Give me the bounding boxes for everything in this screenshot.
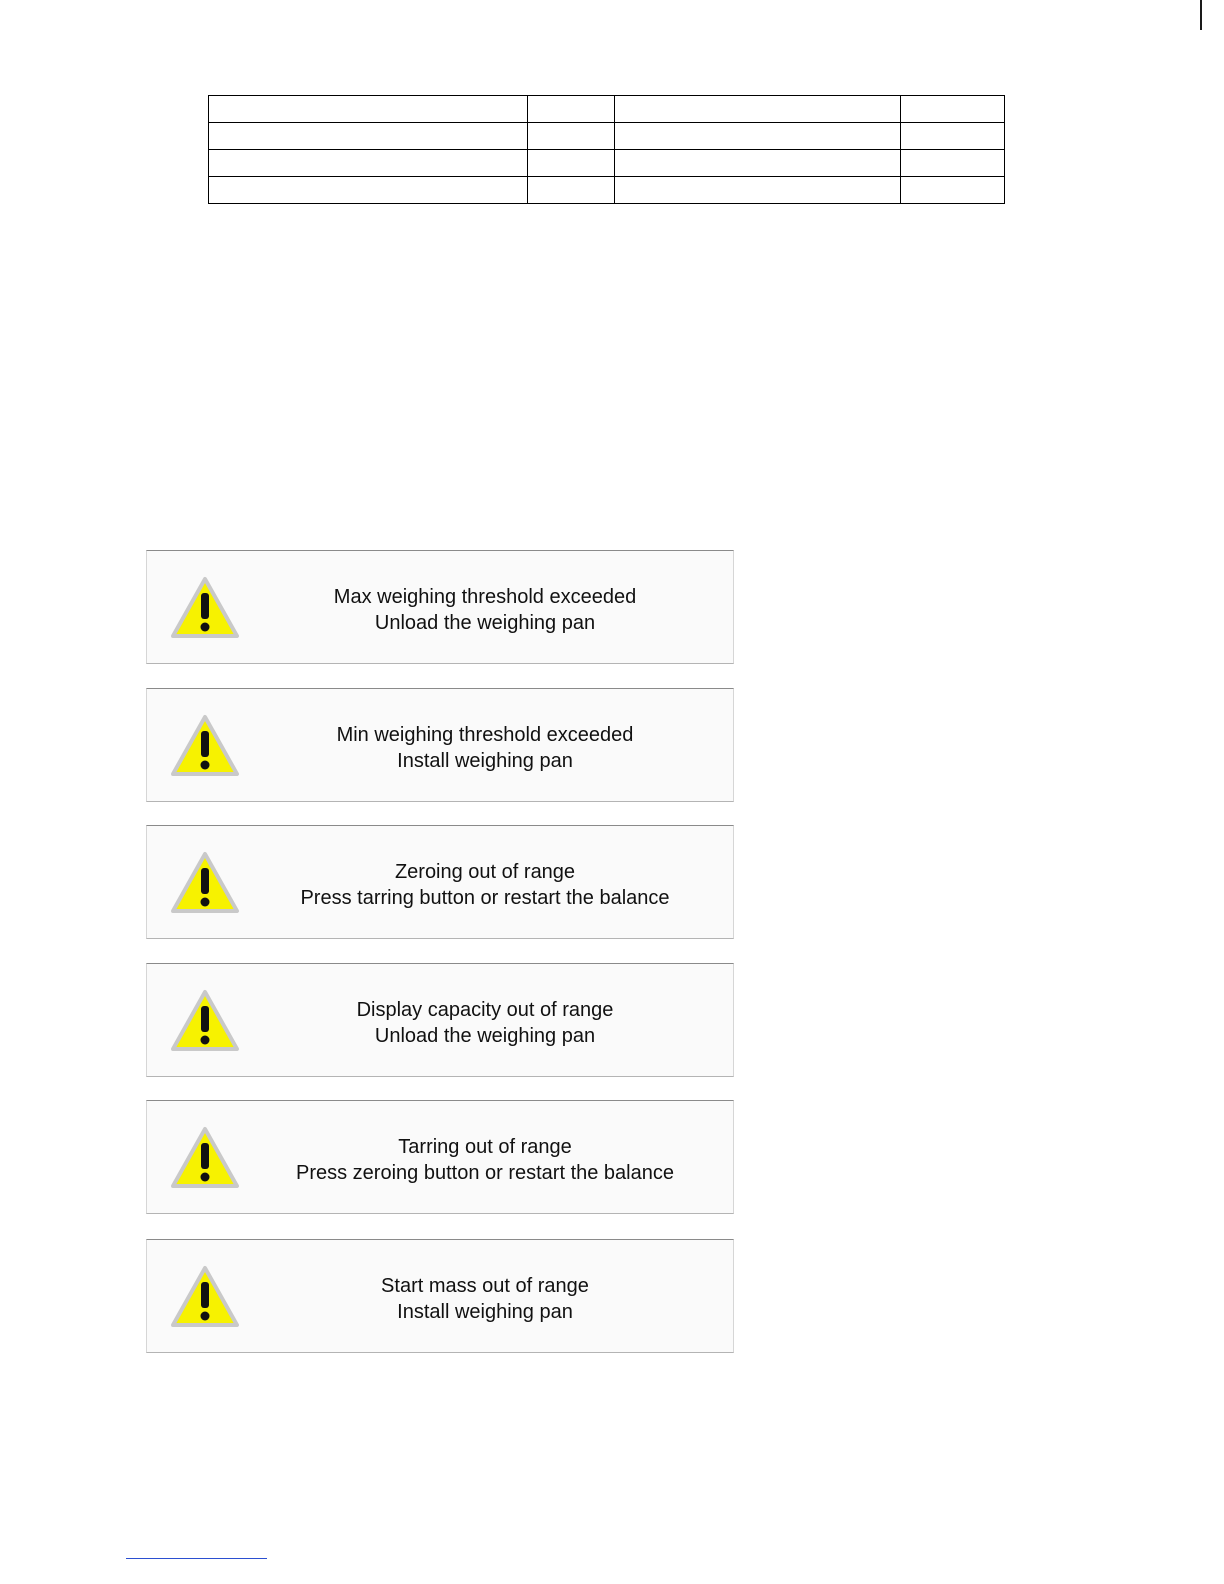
warning-icon — [170, 989, 240, 1053]
message-text — [255, 997, 715, 1049]
message-title: Zeroing out of range — [394, 861, 576, 883]
message-title: Start mass out of range — [381, 1275, 589, 1297]
message-title: Tarring out of range — [398, 1136, 572, 1158]
warning-icon — [170, 576, 240, 640]
message-text — [255, 1273, 715, 1325]
message-instruction: Unload the weighing pan — [374, 1025, 596, 1047]
table-cell — [209, 177, 528, 204]
message-box-min-threshold — [146, 688, 734, 802]
table-cell — [901, 150, 1005, 177]
message-instruction: Install weighing pan — [397, 1301, 573, 1323]
warning-icon — [170, 1126, 240, 1190]
table-row — [209, 150, 1005, 177]
footnote-separator — [126, 1558, 267, 1559]
table-cell — [901, 96, 1005, 123]
table-cell — [528, 150, 615, 177]
message-title: Max weighing threshold exceeded — [333, 586, 637, 608]
message-title: Display capacity out of range — [356, 999, 614, 1021]
table-cell — [528, 96, 615, 123]
table-cell — [209, 150, 528, 177]
message-instruction: Install weighing pan — [397, 750, 573, 772]
table-cell — [528, 123, 615, 150]
message-text — [255, 584, 715, 636]
message-title: Min weighing threshold exceeded — [336, 724, 634, 746]
message-box-start-mass — [146, 1239, 734, 1353]
message-text — [255, 722, 715, 774]
table-cell — [209, 123, 528, 150]
empty-table — [208, 95, 1005, 204]
table-cell — [615, 96, 901, 123]
table-cell — [528, 177, 615, 204]
table-row — [209, 123, 1005, 150]
message-text — [255, 1134, 715, 1186]
message-instruction: Press zeroing button or restart the balance — [296, 1162, 674, 1184]
message-text — [255, 859, 715, 911]
warning-icon — [170, 851, 240, 915]
table-cell — [901, 177, 1005, 204]
message-box-tarring — [146, 1100, 734, 1214]
message-instruction: Press tarring button or restart the balance — [300, 887, 670, 909]
warning-icon — [170, 714, 240, 778]
message-box-display-capacity — [146, 963, 734, 1077]
page-edge-line — [1200, 0, 1202, 30]
table-cell — [615, 150, 901, 177]
table-cell — [615, 123, 901, 150]
table-cell — [615, 177, 901, 204]
table-row — [209, 96, 1005, 123]
message-instruction: Unload the weighing pan — [374, 612, 596, 634]
message-box-zeroing — [146, 825, 734, 939]
message-box-max-threshold — [146, 550, 734, 664]
table-row — [209, 177, 1005, 204]
warning-icon — [170, 1265, 240, 1329]
table-cell — [209, 96, 528, 123]
table-cell — [901, 123, 1005, 150]
